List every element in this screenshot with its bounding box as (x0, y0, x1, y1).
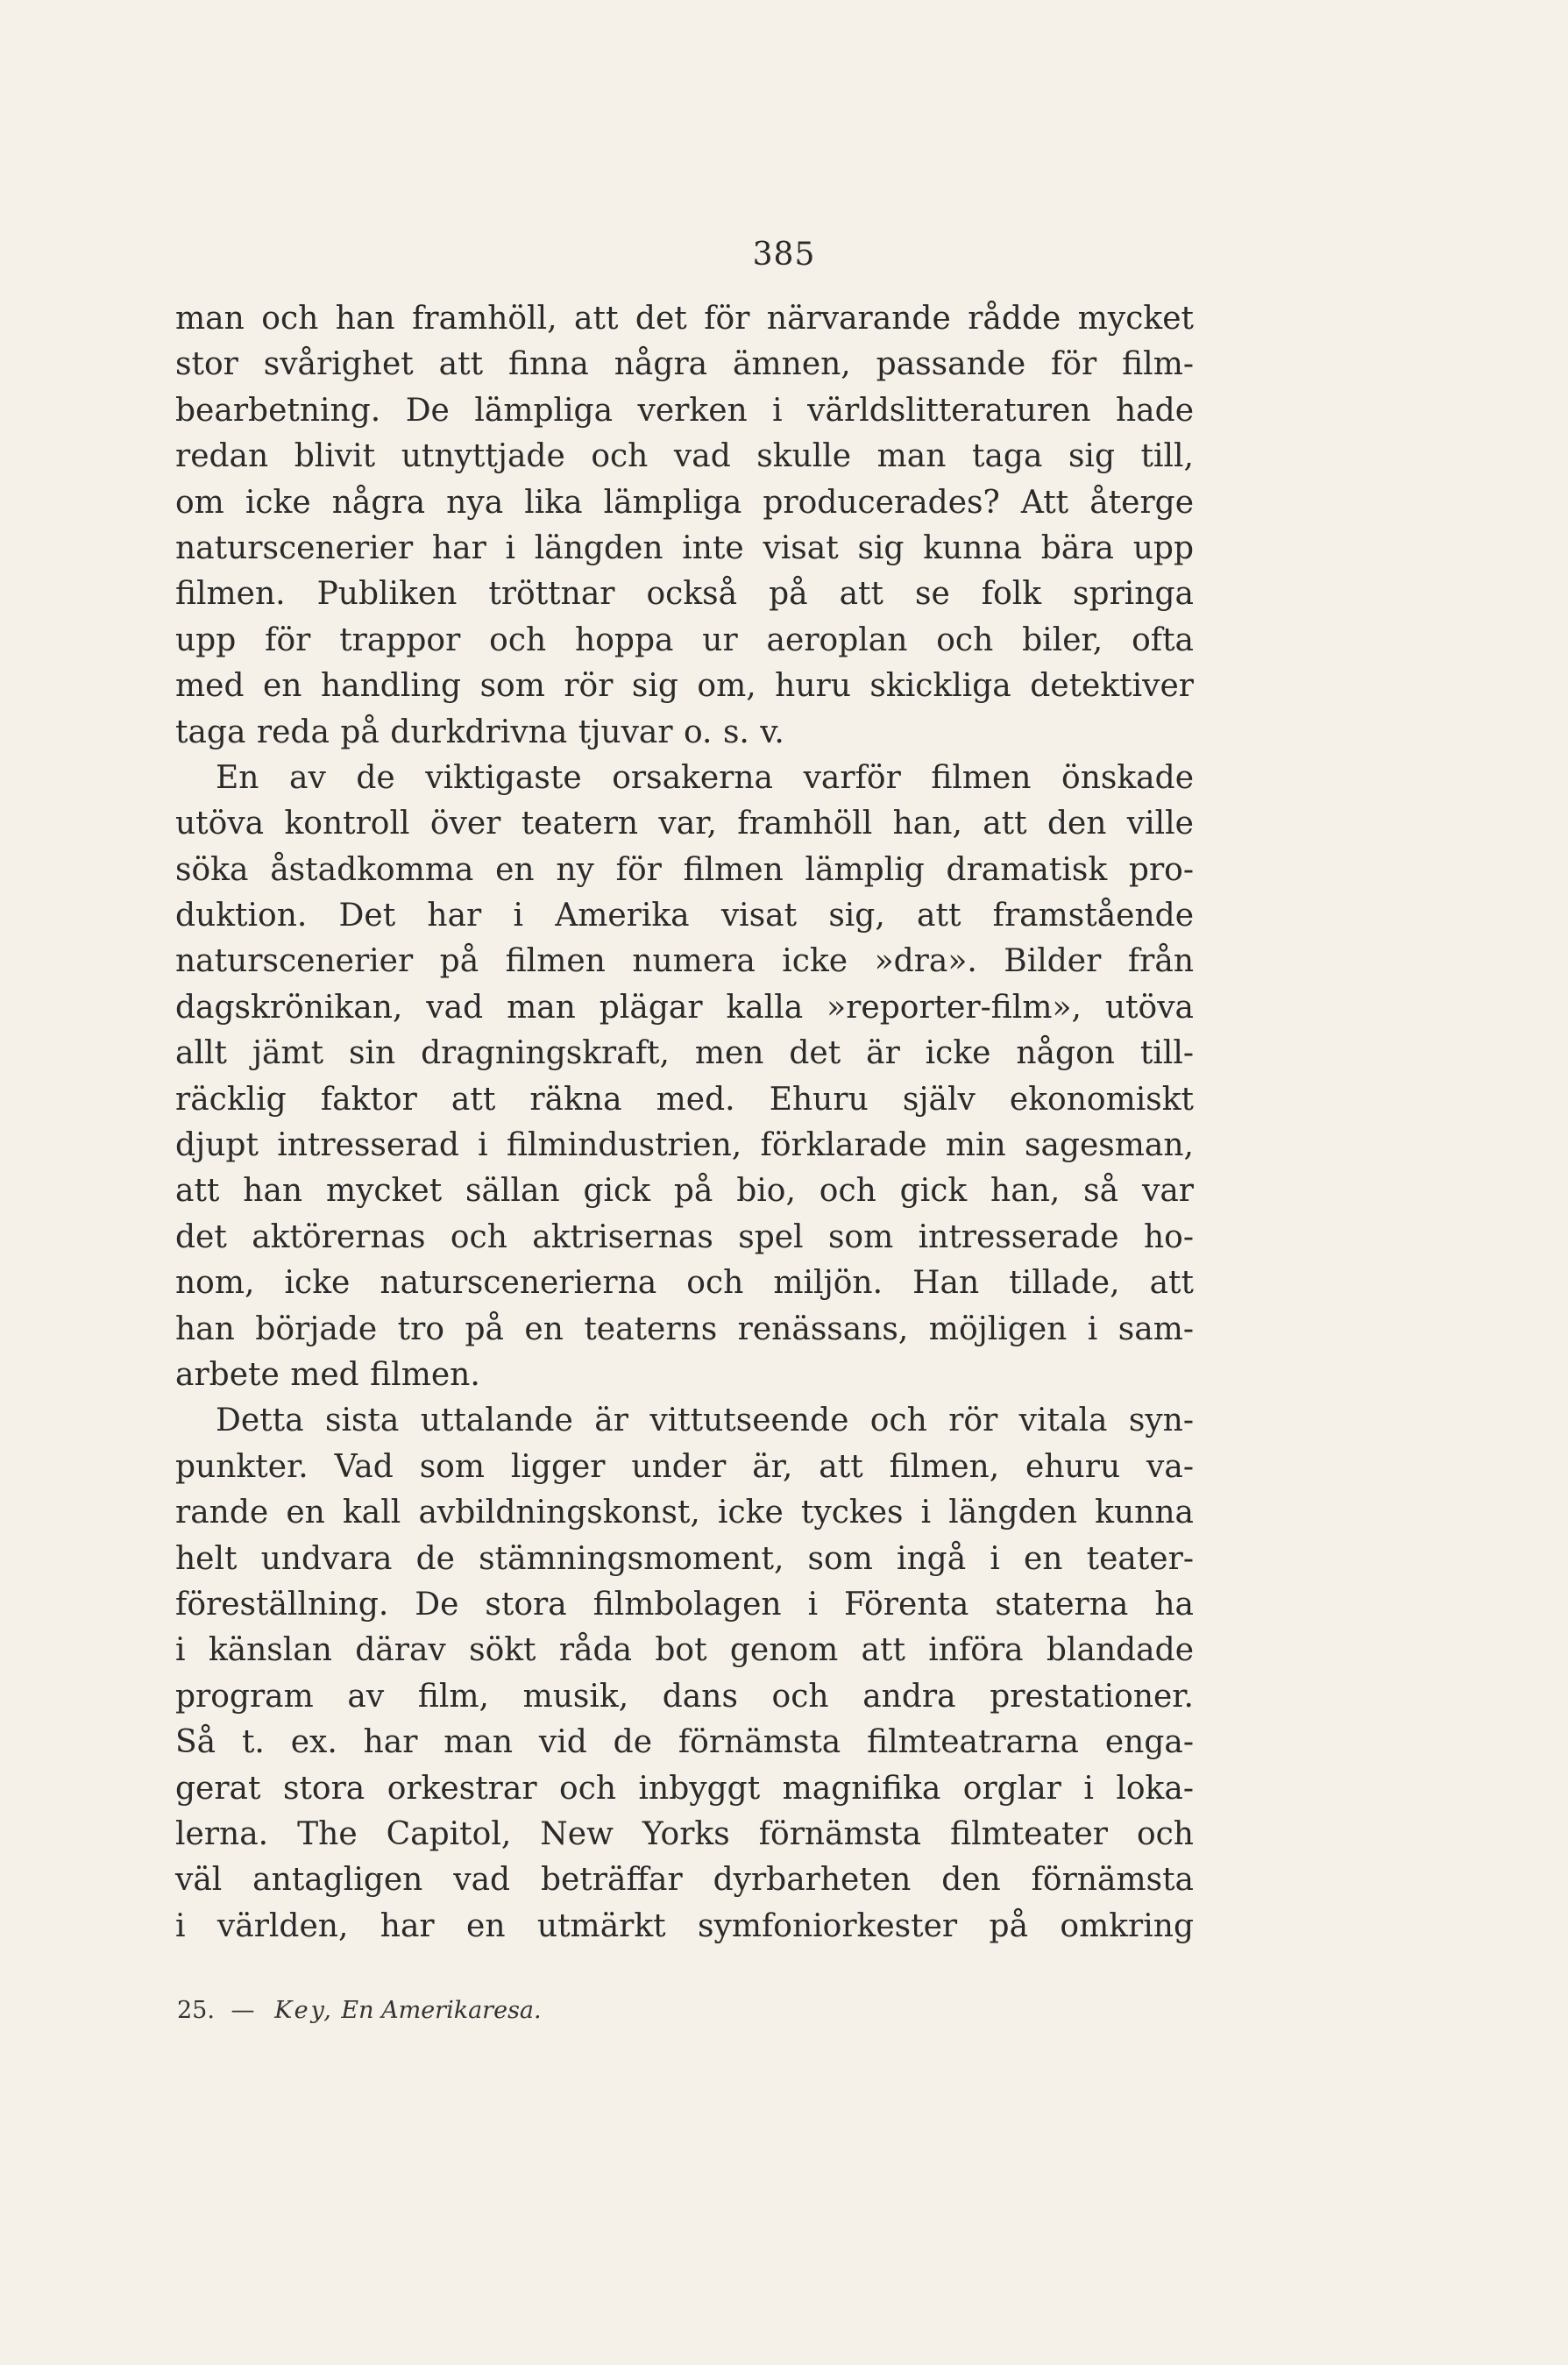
text-line: söka åstadkomma en ny för filmen lämplig dramatisk pro- (175, 851, 1194, 888)
signature-title: En Amerikaresa. (341, 1997, 542, 2024)
text-line: filmen. Publiken tröttnar också på att se folk springa (175, 576, 1194, 613)
text-line: punkter. Vad som ligger under är, att filmen, ehuru va- (175, 1448, 1194, 1485)
text-line: föreställning. De stora filmbolagen i Förenta staterna ha (175, 1586, 1194, 1623)
text-line: naturscenerier har i längden inte visat sig kunna bära upp (175, 529, 1194, 566)
text-line: taga reda på durkdrivna tjuvar o. s. v. (175, 714, 784, 750)
text-line: räcklig faktor att räkna med. Ehuru själv ekonomiskt (175, 1081, 1194, 1118)
text-line: i känslan därav sökt råda bot genom att införa blandade (175, 1632, 1194, 1669)
text-line: han började tro på en teaterns renässans, möjligen i sam- (175, 1310, 1194, 1347)
text-line: nom, icke naturscenerierna och miljön. Han tillade, att (175, 1265, 1194, 1302)
text-line: helt undvara de stämningsmoment, som ingå i en teater- (175, 1540, 1194, 1577)
paragraph-start-line: En av de viktigaste orsakerna varför filmen önskade (216, 759, 1194, 796)
text-line: arbete med filmen. (175, 1356, 480, 1393)
text-line: bearbetning. De lämpliga verken i världslitteraturen hade (175, 392, 1194, 429)
text-line: det aktörernas och aktrisernas spel som intresserade ho- (175, 1218, 1194, 1255)
body-text (175, 296, 1194, 1950)
text-line: djupt intresserad i filmindustrien, förklarade min sagesman, (175, 1127, 1194, 1164)
text-line: naturscenerier på filmen numera icke »dra». Bilder från (175, 943, 1194, 980)
signature-author: Key, (274, 1997, 334, 2024)
text-line: stor svårighet att finna några ämnen, passande för film- (175, 346, 1194, 383)
text-line: om icke några nya lika lämpliga producerades? Att återge (175, 484, 1194, 521)
text-line: upp för trappor och hoppa ur aeroplan och biler, ofta (175, 621, 1194, 658)
text-line: rande en kall avbildningskonst, icke tyckes i längden kunna (175, 1495, 1194, 1531)
text-line: att han mycket sällan gick på bio, och gick han, så var (175, 1173, 1194, 1210)
sheet-number: 25. (177, 1997, 215, 2024)
text-line: program av film, musik, dans och andra prestationer. (175, 1678, 1194, 1715)
page-number: 385 (752, 237, 816, 273)
text-line: utöva kontroll över teatern var, framhöll han, att den ville (175, 806, 1194, 842)
text-line: redan blivit utnyttjade och vad skulle man taga sig till, (175, 438, 1194, 475)
text-line: dagskrönikan, vad man plägar kalla »reporter-film», utöva (175, 989, 1194, 1026)
text-line: gerat stora orkestrar och inbyggt magnifika orglar i loka- (175, 1770, 1194, 1807)
signature-line (177, 1997, 542, 2024)
text-line: väl antagligen vad beträffar dyrbarheten den förnämsta (175, 1862, 1194, 1899)
text-line: i världen, har en utmärkt symfoniorkester på omkring (175, 1907, 1194, 1944)
text-line: duktion. Det har i Amerika visat sig, att framstående (175, 898, 1194, 934)
text-line: allt jämt sin dragningskraft, men det är icke någon till- (175, 1035, 1194, 1072)
text-line: med en handling som rör sig om, huru skickliga detektiver (175, 668, 1194, 705)
text-line: man och han framhöll, att det för närvarande rådde mycket (175, 301, 1194, 337)
text-line: Så t. ex. har man vid de förnämsta filmteatrarna enga- (175, 1724, 1194, 1761)
paragraph-start-line: Detta sista uttalande är vittutseende och rör vitala syn- (216, 1403, 1194, 1439)
signature-dash: — (231, 1997, 255, 2024)
text-line: lerna. The Capitol, New Yorks förnämsta filmteater och (175, 1815, 1194, 1852)
